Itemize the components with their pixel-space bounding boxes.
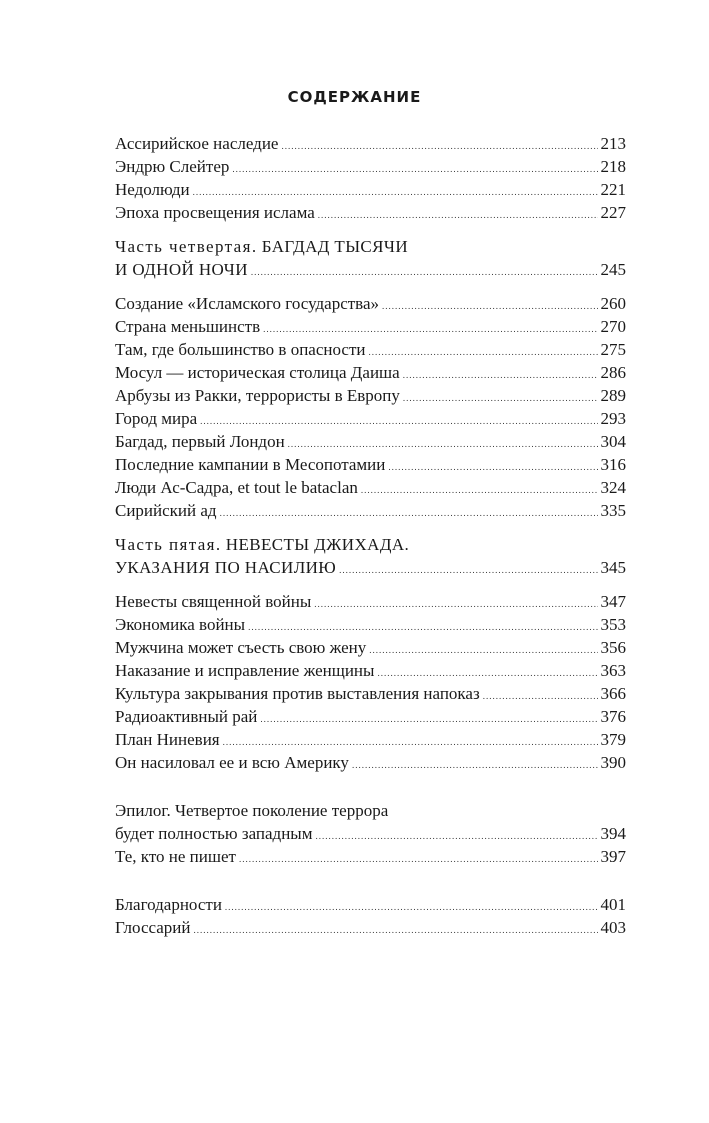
dot-leader [225, 896, 598, 919]
toc-entry-page: 221 [600, 180, 626, 199]
part-heading-entry [115, 258, 626, 281]
dot-leader [403, 364, 598, 387]
toc-entry-page: 345 [600, 558, 626, 577]
toc-entry-title: Ассирийское наследие [115, 134, 279, 153]
toc-entry [115, 315, 626, 338]
toc-entry-title: Страна меньшинств [115, 317, 261, 336]
toc-entry [115, 292, 626, 315]
part-title: И ОДНОЙ НОЧИ [115, 260, 248, 279]
toc-entry-title: Невесты священной войны [115, 592, 312, 611]
table-of-contents [115, 132, 626, 939]
toc-entry [115, 845, 626, 868]
dot-leader [388, 456, 597, 479]
toc-entry-title: Создание «Исламского государства» [115, 294, 380, 313]
toc-entry-page: 316 [600, 455, 626, 474]
spacer [115, 868, 626, 893]
toc-entry-title: Радиоактивный рай [115, 707, 258, 726]
part-heading-line [115, 235, 626, 258]
toc-entry [115, 430, 626, 453]
toc-entry-title: Город мира [115, 409, 198, 428]
toc-entry-title: План Ниневия [115, 730, 220, 749]
toc-entry-page: 270 [600, 317, 626, 336]
toc-entry-page: 397 [600, 847, 626, 866]
toc-entry-title: Те, кто не пишет [115, 847, 236, 866]
toc-entry [115, 338, 626, 361]
toc-entry-page: 286 [600, 363, 626, 382]
toc-entry [115, 916, 626, 939]
part-label: Часть пятая. [115, 535, 222, 554]
toc-entry [115, 590, 626, 613]
part-heading-line [115, 533, 626, 556]
epilogue-line: Эпилог. Четвертое поколение террора [115, 801, 389, 820]
dot-leader [368, 341, 597, 364]
toc-entry-title: Благодарности [115, 895, 222, 914]
toc-entry-page: 245 [600, 260, 626, 279]
toc-entry-title: Эпоха просвещения ислама [115, 203, 315, 222]
toc-entry-page: 353 [600, 615, 626, 634]
dot-leader [382, 295, 597, 318]
toc-entry [115, 613, 626, 636]
toc-entry-title: Последние кампании в Месопотамии [115, 455, 386, 474]
toc-entry [115, 822, 626, 845]
toc-entry-page: 356 [600, 638, 626, 657]
part-title: НЕВЕСТЫ ДЖИХАДА. [225, 535, 410, 554]
toc-entry [115, 132, 626, 155]
toc-entry-page: 293 [600, 409, 626, 428]
toc-entry-title: Экономика войны [115, 615, 246, 634]
dot-leader [194, 919, 598, 942]
toc-entry-title: Люди Ас-Садра, et tout le bataclan [115, 478, 358, 497]
toc-entry-page: 379 [600, 730, 626, 749]
toc-entry [115, 728, 626, 751]
toc-entry-title: Мосул — историческая столица Даиша [115, 363, 400, 382]
toc-entry-page: 363 [600, 661, 626, 680]
toc-entry-page: 275 [600, 340, 626, 359]
toc-entry-page: 260 [600, 294, 626, 313]
toc-entry-page: 324 [600, 478, 626, 497]
part-title: БАГДАД ТЫСЯЧИ [261, 237, 409, 256]
toc-entry [115, 682, 626, 705]
part-title: УКАЗАНИЯ ПО НАСИЛИЮ [115, 558, 337, 577]
toc-entry-page: 213 [600, 134, 626, 153]
page-title: СОДЕРЖАНИЕ [287, 88, 422, 106]
dot-leader [361, 479, 598, 502]
part-label: Часть четвертая. [115, 237, 258, 256]
toc-entry-page: 335 [600, 501, 626, 520]
dot-leader [314, 593, 597, 616]
toc-entry-title: Там, где большинство в опасности [115, 340, 366, 359]
toc-entry-title: Он насиловал ее и всю Америку [115, 753, 349, 772]
dot-leader [251, 261, 598, 284]
toc-entry-title: Багдад, первый Лондон [115, 432, 285, 451]
dot-leader [352, 754, 598, 777]
toc-entry-title: Глоссарий [115, 918, 191, 937]
toc-entry [115, 384, 626, 407]
toc-entry-page: 366 [600, 684, 626, 703]
toc-entry-title: Мужчина может съесть свою жену [115, 638, 367, 657]
toc-entry-page: 218 [600, 157, 626, 176]
toc-entry [115, 751, 626, 774]
toc-entry [115, 453, 626, 476]
toc-entry [115, 201, 626, 224]
toc-entry-page: 401 [600, 895, 626, 914]
dot-leader [315, 825, 597, 848]
toc-entry-title: Недолюди [115, 180, 190, 199]
dot-leader [403, 387, 598, 410]
toc-entry-page: 390 [600, 753, 626, 772]
toc-entry-page: 347 [600, 592, 626, 611]
toc-entry-title: Культура закрывания против выставления напоказ [115, 684, 480, 703]
toc-entry [115, 499, 626, 522]
toc-entry [115, 155, 626, 178]
spacer [115, 774, 626, 799]
dot-leader [220, 502, 598, 525]
toc-entry [115, 476, 626, 499]
toc-entry [115, 407, 626, 430]
dot-leader [483, 685, 598, 708]
toc-entry-page: 394 [600, 824, 626, 843]
dot-leader [239, 848, 598, 871]
dot-leader [281, 135, 597, 158]
dot-leader [260, 708, 597, 731]
dot-leader [339, 559, 597, 582]
toc-entry [115, 705, 626, 728]
toc-entry [115, 893, 626, 916]
toc-entry-title: Эндрю Слейтер [115, 157, 230, 176]
toc-entry [115, 659, 626, 682]
part-heading-entry [115, 556, 626, 579]
toc-entry-page: 289 [600, 386, 626, 405]
toc-entry-title: будет полностью западным [115, 824, 313, 843]
toc-entry-title: Наказание и исправление женщины [115, 661, 375, 680]
toc-entry [115, 361, 626, 384]
toc-entry-page: 376 [600, 707, 626, 726]
toc-entry-page: 227 [600, 203, 626, 222]
toc-entry [115, 636, 626, 659]
toc-entry [115, 178, 626, 201]
toc-entry-page: 403 [600, 918, 626, 937]
dot-leader [369, 639, 597, 662]
dot-leader [232, 158, 597, 181]
toc-entry-title: Сирийский ад [115, 501, 217, 520]
toc-entry-page: 304 [600, 432, 626, 451]
dot-leader [318, 204, 598, 227]
toc-entry-title: Арбузы из Ракки, террористы в Европу [115, 386, 400, 405]
